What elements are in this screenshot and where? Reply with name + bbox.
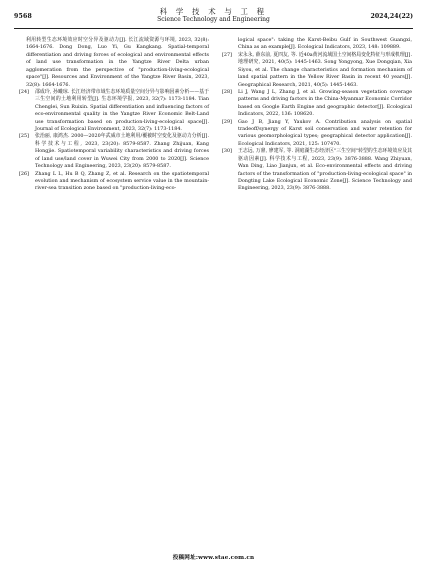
reference-text: Zhang L L, Hu B Q, Zhang Z, et al. Research on the spatiotemporal evolution and mechanism of ecosystem service value in the mountain-river-sea transition zone based on "production-living-eco- (35, 170, 209, 192)
reference-number: [25] (19, 133, 29, 140)
reference-text: 邵成玲, 孙曦琼. 长江经济带市域生态环境质量空间分异与影响因素分析——基于三生空间的土地利用转型[J]. 生态环境学报, 2023, 32(7): 1173-1184. Tian Chenglei, Sun Ruixin. Spatial differentiation and influencing factors of eco-environmental quality in the Yangtze River Economic Belt-Land use transformation based on production-living-ecological space[J]. Journal of Ecological Environment, 2023, 32(7): 1173-1184. (35, 88, 209, 133)
reference-text: 张治丽, 康鸿杰. 2000—2020年武威市土地利用/覆被时空变化及驱动力分析[J]. 科学技术与工程, 2023, 23(20): 8579-8587. Zhang Zhijuan, Kang Hongjie. Spatiotemporal variability characteristics and driving forces of land use/land cover in Wuwei City from 2000 to 2020[J]. Science Technology and Engineering, 2023, 23(20): 8579-8587. (35, 133, 209, 170)
reference-entry (19, 37, 209, 89)
reference-number: [29] (222, 118, 232, 125)
reference-entry (222, 148, 412, 193)
references-right-column (222, 37, 412, 193)
journal-title-chinese: 科 学 技 术 与 工 程 (159, 7, 268, 16)
references-left-column (19, 37, 209, 193)
reference-text: 王志远, 万鼎, 廖建军, 等. 洞庭湖生态经济区"三生空间"转型的生态环境效应及其驱动因素[J]. 科学技术与工程, 2023, 23(9): 3876-3888. Wang Zhiyuan, Wan Ding, Liao Jianjun, et al. Eco-environmental effects and driving factors of the transformation of "production-living-ecological space" in Dongting Lake Ecological Economic Zone[J]. Science Technology and Engineering, 2023, 23(9): 3876-3888. (238, 148, 412, 192)
header-divider (14, 28, 413, 29)
reference-entry (222, 89, 412, 119)
reference-text: 宋永永, 薛东前, 夏四友, 等. 近40a黄河流域国土空间格局变化特征与形成机理[J]. 地理研究, 2021, 40(5): 1445-1463. Song Yongyong, Xue Dongqian, Xia Siyou, et al. The change characteristics and formation mechanism of land spatial pattern in the Yellow River Basin in recent 40 years[J]. Geographical Research, 2021, 40(5): 1445-1463. (238, 51, 412, 88)
reference-number: [27] (222, 51, 232, 58)
page-header (0, 0, 427, 36)
reference-entry (222, 119, 412, 149)
page-number: 9568 (14, 13, 33, 20)
reference-entry (222, 52, 412, 89)
reference-number: [24] (19, 88, 29, 95)
journal-title-english: Science Technology and Engineering (157, 16, 270, 23)
reference-number: [26] (19, 170, 29, 177)
reference-number: [30] (222, 148, 232, 155)
submission-url: 投稿网址:www.stae.com.cn (172, 555, 255, 561)
reference-text: Gao J B, Jiang Y, Yaukov A. Contribution analysis on spatial tradeoff/synergy of Karst soil conservation and water retention for various geomorphological types; geographical detector application[J]. Ecological Indicators, 2021, 125: 107470. (238, 118, 412, 147)
reference-text: logical space": taking the Karst-Beibu Gulf in Southwest Guangxi, China as an example[J]. Ecological Indicators, 2023, 148: 109889. (238, 37, 412, 51)
issue-info: 2024,24(22) (370, 13, 413, 20)
reference-entry (19, 89, 209, 134)
reference-text: 利用转型生态环境效应时空分异及驱动力[J]. 长江流域资源与环境, 2023, 32(8): 1664-1676. Dong Dong, Luo Yi, Gu Kangkang. Spatial-temporal differentiation and driving forces of ecological and environmental effects of land use transformation in the Yangtze River Delta urban agglomeration from the perspective of "production-living-ecological space"[J]. Resources and Environment of the Yangtze River Basin, 2023, 32(8): 1664-1676. (26, 37, 209, 88)
reference-entry (19, 171, 209, 193)
reference-entry (19, 133, 209, 170)
reference-entry (222, 37, 412, 52)
reference-number: [28] (222, 88, 232, 95)
reference-text: Li J, Wang J L, Zhang J, et al. Growing-season vegetation coverage patterns and driving factors in the China-Myanmar Economic Corridor based on Google Earth Engine and geographic detector[J]. Ecological Indicators, 2022, 136: 108620. (238, 88, 412, 118)
